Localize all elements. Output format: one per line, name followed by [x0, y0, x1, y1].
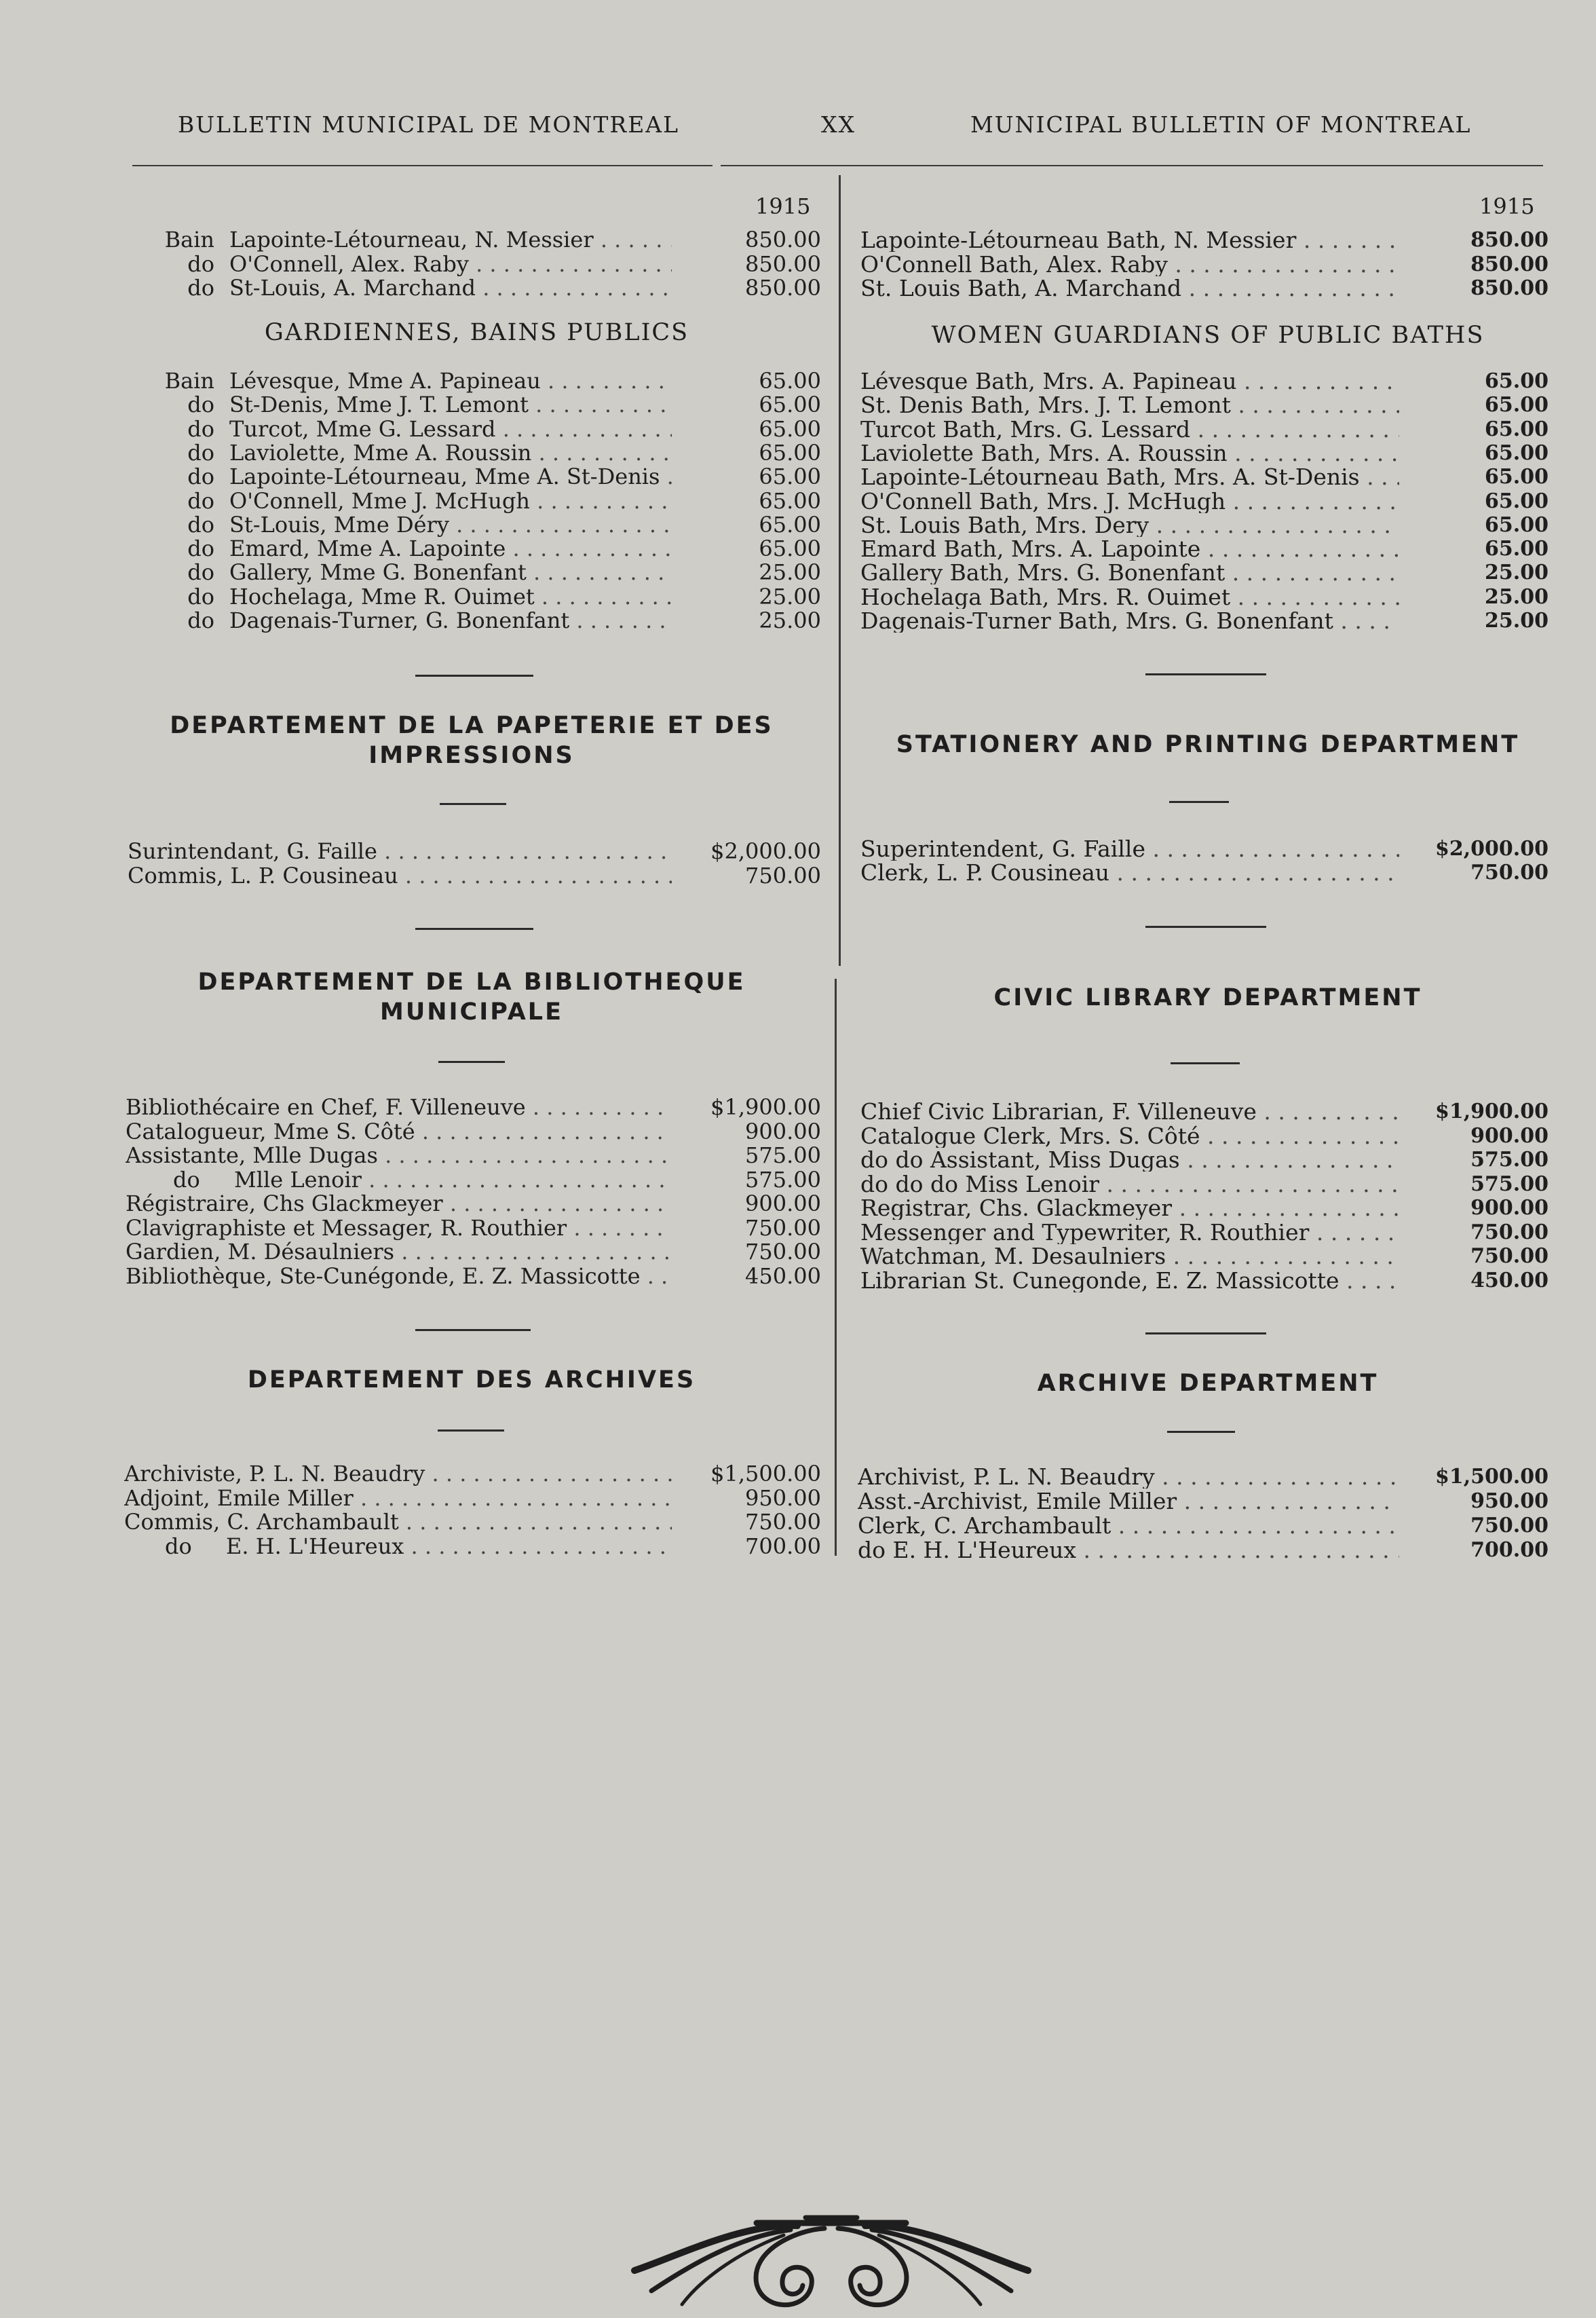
table-row [860, 513, 1548, 537]
row-amount: 450.00 [745, 1263, 821, 1289]
row-name: Emard Bath, Mrs. A. Lapointe . . . [860, 537, 1399, 561]
row-prefix: do [187, 536, 214, 561]
section-divider [1171, 1062, 1240, 1064]
row-prefix: Bain [164, 227, 214, 253]
row-name: St. Louis Bath, A. Marchand . . . [860, 276, 1399, 300]
row-prefix: do [165, 1533, 192, 1559]
row-name: Messenger and Typewriter, R. Routhier . . . [860, 1220, 1399, 1244]
row-amount: 850.00 [1470, 253, 1548, 276]
table-row [124, 1462, 821, 1486]
section-divider [415, 928, 533, 930]
row-amount: 750.00 [745, 1509, 821, 1535]
table-row [124, 1535, 821, 1558]
row-name: Lapointe-Létourneau Bath, Mrs. A. St-Denis . . . [860, 465, 1399, 489]
table-row [126, 1120, 821, 1144]
row-prefix: do [187, 416, 214, 442]
table-row [126, 1144, 821, 1167]
table-row [860, 1172, 1548, 1196]
year-label-left: 1915 [755, 193, 811, 219]
row-name: Superintendent, G. Faille . . . [860, 837, 1399, 861]
row-name: Catalogueur, Mme S. Côté . . . [126, 1120, 672, 1144]
row-amount: 65.00 [759, 440, 821, 466]
table-row [860, 861, 1548, 884]
table-row [128, 465, 821, 489]
table-row [860, 489, 1548, 513]
row-amount: 900.00 [745, 1191, 821, 1216]
row-amount: 25.00 [759, 584, 821, 610]
table-row [860, 1269, 1548, 1292]
row-name: O'Connell, Alex. Raby . . . [229, 253, 672, 276]
table-row [860, 1148, 1548, 1172]
table-row [860, 417, 1548, 441]
row-amount: $1,500.00 [710, 1461, 821, 1487]
row-amount: 850.00 [745, 251, 821, 277]
table-row [126, 1168, 821, 1192]
table-row [128, 609, 821, 633]
table-row [860, 1196, 1548, 1220]
table-row [126, 1265, 821, 1288]
section-divider [1169, 801, 1229, 803]
row-amount: 25.00 [1485, 609, 1548, 633]
row-amount: 750.00 [745, 1239, 821, 1265]
row-name: Lapointe-Létourneau Bath, N. Messier . . . [860, 228, 1399, 252]
running-head-right: MUNICIPAL BULLETIN OF MONTREAL [970, 111, 1472, 138]
row-name: O'Connell Bath, Mrs. J. McHugh . . . [860, 489, 1399, 513]
section-divider [415, 675, 533, 677]
row-name: Clavigraphiste et Messager, R. Routhier . . . [126, 1216, 672, 1240]
row-amount: 65.00 [1485, 441, 1548, 465]
header-rule-right [721, 165, 1543, 166]
row-amount: 700.00 [1470, 1538, 1548, 1562]
row-amount: 65.00 [759, 536, 821, 561]
row-prefix: do [173, 1167, 200, 1193]
row-name: St-Louis, Mme Déry . . . [229, 513, 672, 537]
row-amount: 900.00 [745, 1119, 821, 1144]
row-name: Gallery, Mme G. Bonenfant . . . [229, 561, 672, 584]
table-row [128, 369, 821, 393]
row-amount: 750.00 [1470, 861, 1548, 884]
row-name: Registrar, Chs. Glackmeyer . . . [860, 1196, 1399, 1220]
year-label-right: 1915 [1479, 193, 1535, 219]
row-amount: 65.00 [1485, 417, 1548, 441]
row-amount: 850.00 [745, 275, 821, 301]
table-row [128, 417, 821, 441]
row-name: Lévesque Bath, Mrs. A. Papineau . . . [860, 369, 1399, 393]
section-divider [1167, 1431, 1235, 1433]
decorative-ornament-icon [628, 2196, 1035, 2318]
row-name: Catalogue Clerk, Mrs. S. Côté . . . [860, 1124, 1399, 1148]
row-prefix: do [187, 392, 214, 417]
row-name: do E. H. L'Heureux . . . [858, 1538, 1399, 1562]
table-row [128, 840, 821, 863]
table-row [128, 864, 821, 888]
row-amount: 850.00 [745, 227, 821, 253]
row-name: St-Denis, Mme J. T. Lemont . . . [229, 393, 672, 417]
table-row [124, 1510, 821, 1534]
row-prefix: do [187, 464, 214, 489]
row-amount: 65.00 [759, 392, 821, 417]
table-row [860, 465, 1548, 489]
row-name: Adjoint, Emile Miller . . . [124, 1487, 672, 1510]
row-name: E. H. L'Heureux . . . [226, 1535, 672, 1558]
table-row [860, 393, 1548, 417]
table-row [860, 1100, 1548, 1123]
row-amount: 575.00 [745, 1142, 821, 1168]
table-row [858, 1538, 1548, 1562]
row-prefix: Bain [164, 368, 214, 394]
row-prefix: do [187, 512, 214, 538]
left-guardians-title: GARDIENNES, BAINS PUBLICS [264, 319, 689, 346]
row-name: Gallery Bath, Mrs. G. Bonenfant . . . [860, 561, 1399, 584]
row-amount: 65.00 [759, 488, 821, 514]
row-name: Watchman, M. Desaulniers . . . [860, 1244, 1399, 1268]
row-name: Régistraire, Chs Glackmeyer . . . [126, 1192, 672, 1216]
row-name: Lapointe-Létourneau, Mme A. St-Denis . . . [229, 465, 672, 489]
table-row [860, 537, 1548, 561]
table-row [126, 1240, 821, 1264]
row-amount: 750.00 [1470, 1244, 1548, 1268]
column-divider-lower [835, 979, 837, 1556]
section-divider [438, 1061, 505, 1063]
page-number: XX [821, 111, 856, 138]
table-row [860, 561, 1548, 584]
header-rule-left [132, 165, 712, 166]
row-name: Laviolette, Mme A. Roussin . . . [229, 441, 672, 465]
table-row [128, 585, 821, 609]
table-row [128, 276, 821, 300]
table-row [858, 1489, 1548, 1513]
row-amount: 65.00 [759, 464, 821, 489]
row-name: Lévesque, Mme A. Papineau . . . [229, 369, 672, 393]
row-name: Dagenais-Turner Bath, Mrs. G. Bonenfant . . . [860, 609, 1399, 633]
table-row [128, 253, 821, 276]
table-row [128, 393, 821, 417]
row-amount: 25.00 [759, 607, 821, 633]
row-amount: 950.00 [745, 1485, 821, 1511]
row-name: St. Denis Bath, Mrs. J. T. Lemont . . . [860, 393, 1399, 417]
row-name: Clerk, C. Archambault . . . [858, 1514, 1399, 1537]
row-name: Commis, L. P. Cousineau . . . [128, 864, 672, 888]
section-divider [438, 1429, 504, 1432]
row-name: Clerk, L. P. Cousineau . . . [860, 861, 1399, 884]
row-amount: 65.00 [1485, 465, 1548, 489]
row-name: O'Connell Bath, Alex. Raby . . . [860, 253, 1399, 276]
left-stationery-title: DEPARTEMENT DE LA PAPETERIE ET DES IMPRESSIONS [170, 712, 774, 769]
row-name: Gardien, M. Désaulniers . . . [126, 1240, 672, 1264]
section-divider [1145, 673, 1266, 675]
row-amount: 575.00 [1470, 1148, 1548, 1172]
table-row [860, 1220, 1548, 1244]
row-amount: 900.00 [1470, 1124, 1548, 1148]
table-row [128, 489, 821, 513]
row-name: Bibliothèque, Ste-Cunégonde, E. Z. Massicotte . . . [126, 1265, 672, 1288]
row-name: Assistante, Mlle Dugas . . . [126, 1144, 672, 1167]
right-guardians-title: WOMEN GUARDIANS OF PUBLIC BATHS [931, 322, 1485, 349]
table-row [860, 276, 1548, 300]
section-divider [440, 803, 506, 805]
left-archives-title: DEPARTEMENT DES ARCHIVES [247, 1366, 696, 1394]
row-amount: 65.00 [1485, 369, 1548, 393]
row-name: Dagenais-Turner, G. Bonenfant . . . [229, 609, 672, 633]
row-amount: 65.00 [759, 416, 821, 442]
table-row [126, 1192, 821, 1216]
row-name: Mlle Lenoir . . . [234, 1168, 672, 1192]
row-amount: 750.00 [745, 863, 821, 889]
table-row [126, 1216, 821, 1240]
row-name: Hochelaga, Mme R. Ouimet . . . [229, 585, 672, 609]
row-name: Hochelaga Bath, Mrs. R. Ouimet . . . [860, 585, 1399, 609]
row-name: Bibliothécaire en Chef, F. Villeneuve . . . [126, 1096, 672, 1119]
row-name: O'Connell, Mme J. McHugh . . . [229, 489, 672, 513]
table-row [128, 561, 821, 584]
row-amount: $2,000.00 [710, 838, 821, 864]
table-row [124, 1487, 821, 1510]
table-row [860, 441, 1548, 465]
row-name: Archivist, P. L. N. Beaudry . . . [858, 1465, 1399, 1489]
row-amount: 25.00 [759, 559, 821, 585]
row-amount: 25.00 [1485, 585, 1548, 609]
section-divider [415, 1329, 531, 1331]
row-amount: 900.00 [1470, 1196, 1548, 1220]
row-prefix: do [187, 607, 214, 633]
table-row [128, 441, 821, 465]
left-library-title: DEPARTEMENT DE LA BIBLIOTHEQUE MUNICIPALE [197, 969, 746, 1026]
table-row [126, 1096, 821, 1119]
section-divider [1145, 926, 1266, 928]
row-name: St-Louis, A. Marchand . . . [229, 276, 672, 300]
row-name: Archiviste, P. L. N. Beaudry . . . [124, 1462, 672, 1486]
row-name: Commis, C. Archambault . . . [124, 1510, 672, 1534]
row-amount: 700.00 [745, 1533, 821, 1559]
row-amount: 950.00 [1470, 1489, 1548, 1513]
row-amount: 750.00 [1470, 1514, 1548, 1537]
row-name: Librarian St. Cunegonde, E. Z. Massicotte . . . [860, 1269, 1399, 1292]
row-prefix: do [187, 275, 214, 301]
row-amount: $1,900.00 [710, 1094, 821, 1120]
row-name: Emard, Mme A. Lapointe . . . [229, 537, 672, 561]
row-prefix: do [187, 559, 214, 585]
row-amount: 575.00 [1470, 1172, 1548, 1196]
table-row [860, 609, 1548, 633]
row-name: do do Assistant, Miss Dugas . . . [860, 1148, 1399, 1172]
row-amount: 750.00 [1470, 1220, 1548, 1244]
section-divider [1145, 1332, 1266, 1334]
row-name: Lapointe-Létourneau, N. Messier . . . [229, 228, 672, 252]
row-name: Chief Civic Librarian, F. Villeneuve . . . [860, 1100, 1399, 1123]
right-library-title: CIVIC LIBRARY DEPARTMENT [993, 984, 1422, 1011]
table-row [128, 228, 821, 252]
row-amount: 25.00 [1485, 561, 1548, 584]
row-prefix: do [187, 488, 214, 514]
column-divider-upper [839, 175, 841, 966]
row-name: St. Louis Bath, Mrs. Dery . . . [860, 513, 1399, 537]
row-amount: 65.00 [1485, 537, 1548, 561]
row-amount: 65.00 [759, 368, 821, 394]
row-name: do do do Miss Lenoir . . . [860, 1172, 1399, 1196]
row-amount: 750.00 [745, 1215, 821, 1241]
right-archives-title: ARCHIVE DEPARTMENT [1037, 1370, 1379, 1397]
row-amount: $1,500.00 [1434, 1465, 1548, 1489]
row-amount: 850.00 [1470, 228, 1548, 252]
running-head-left: BULLETIN MUNICIPAL DE MONTREAL [178, 111, 680, 138]
row-prefix: do [187, 584, 214, 610]
table-row [860, 253, 1548, 276]
row-amount: 450.00 [1470, 1269, 1548, 1292]
table-row [860, 1124, 1548, 1148]
row-name: Turcot, Mme G. Lessard . . . [229, 417, 672, 441]
right-stationery-title: STATIONERY AND PRINTING DEPARTMENT [896, 731, 1520, 758]
table-row [128, 513, 821, 537]
table-row [858, 1465, 1548, 1489]
row-amount: 65.00 [1485, 393, 1548, 417]
row-name: Surintendant, G. Faille . . . [128, 840, 672, 863]
row-amount: 65.00 [1485, 489, 1548, 513]
table-row [860, 1244, 1548, 1268]
table-row [128, 537, 821, 561]
row-prefix: do [187, 440, 214, 466]
row-prefix: do [187, 251, 214, 277]
row-name: Laviolette Bath, Mrs. A. Roussin . . . [860, 441, 1399, 465]
table-row [860, 585, 1548, 609]
row-name: Asst.-Archivist, Emile Miller . . . [858, 1489, 1399, 1513]
table-row [860, 369, 1548, 393]
table-row [858, 1514, 1548, 1537]
row-amount: 65.00 [759, 512, 821, 538]
row-amount: 850.00 [1470, 276, 1548, 300]
table-row [860, 837, 1548, 861]
row-amount: 65.00 [1485, 513, 1548, 537]
row-amount: $2,000.00 [1434, 837, 1548, 861]
row-amount: $1,900.00 [1434, 1100, 1548, 1123]
row-name: Turcot Bath, Mrs. G. Lessard . . . [860, 417, 1399, 441]
table-row [860, 228, 1548, 252]
row-amount: 575.00 [745, 1167, 821, 1193]
